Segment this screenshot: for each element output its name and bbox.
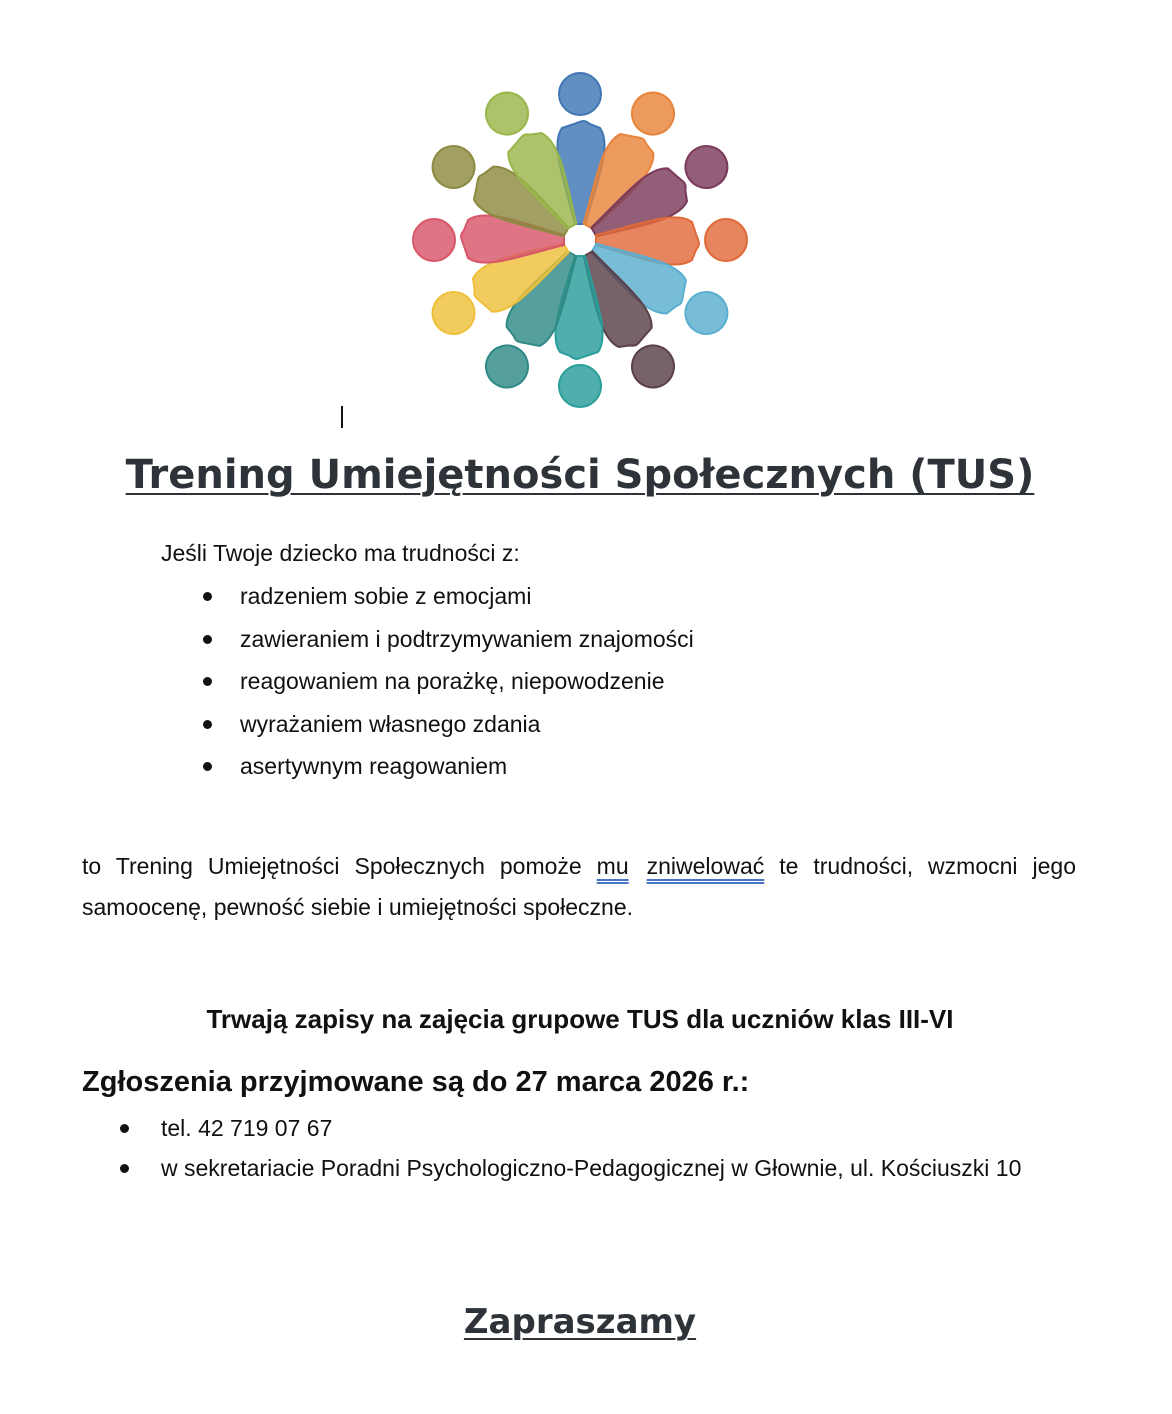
people-circle-logo-icon bbox=[385, 70, 775, 410]
paragraph-text-start: to Trening Umiejętności Społecznych pomoże bbox=[82, 853, 597, 879]
list-item bbox=[117, 1110, 1076, 1147]
bullet-icon bbox=[120, 1164, 129, 1173]
bullet-icon bbox=[203, 762, 212, 771]
text-cursor bbox=[341, 406, 343, 428]
underlined-word-mu: mu bbox=[596, 853, 629, 879]
description-paragraph bbox=[82, 846, 1076, 928]
contact-address: w sekretariacie Poradni Psychologiczno-Pedagogicznej w Głownie, ul. Kościuszki 10 bbox=[161, 1155, 1022, 1181]
paragraph-text-end: te trudności, wzmocni jego samoocenę, pewność siebie i umiejętności społeczne. bbox=[82, 853, 1076, 920]
contacts-list bbox=[117, 1110, 1076, 1190]
bullet-icon bbox=[203, 677, 212, 686]
bullet-icon bbox=[203, 720, 212, 729]
invitation-text: Zapraszamy bbox=[463, 1302, 697, 1342]
list-item-text: radzeniem sobie z emocjami bbox=[240, 583, 532, 609]
list-item bbox=[200, 748, 694, 791]
list-item-text: asertywnym reagowaniem bbox=[240, 753, 508, 779]
intro-text: Jeśli Twoje dziecko ma trudności z: bbox=[161, 540, 520, 566]
list-item bbox=[200, 621, 694, 664]
list-item-text: zawieraniem i podtrzymywaniem znajomości bbox=[240, 625, 694, 652]
enrollment-heading: Trwają zapisy na zajęcia grupowe TUS dla uczniów klas III-VI bbox=[206, 1004, 954, 1034]
bullet-icon bbox=[203, 592, 212, 601]
deadline-heading: Zgłoszenia przyjmowane są do 27 marca 2026 r.: bbox=[82, 1066, 750, 1098]
list-item-text: wyrażaniem własnego zdania bbox=[240, 710, 541, 737]
list-item bbox=[200, 706, 694, 749]
bullet-icon bbox=[120, 1124, 129, 1133]
spellcheck-underlined-word[interactable] bbox=[597, 853, 765, 879]
page-title: Trening Umiejętności Społecznych (TUS) bbox=[125, 452, 1035, 498]
list-item bbox=[117, 1150, 1076, 1187]
difficulties-list bbox=[200, 578, 694, 791]
list-item bbox=[200, 663, 694, 706]
list-item bbox=[200, 578, 694, 621]
list-item-text: reagowaniem na porażkę, niepowodzenie bbox=[240, 668, 665, 694]
underlined-word-zniwelowac: zniwelować bbox=[646, 853, 765, 879]
bullet-icon bbox=[203, 635, 212, 644]
contact-phone: tel. 42 719 07 67 bbox=[161, 1115, 333, 1141]
